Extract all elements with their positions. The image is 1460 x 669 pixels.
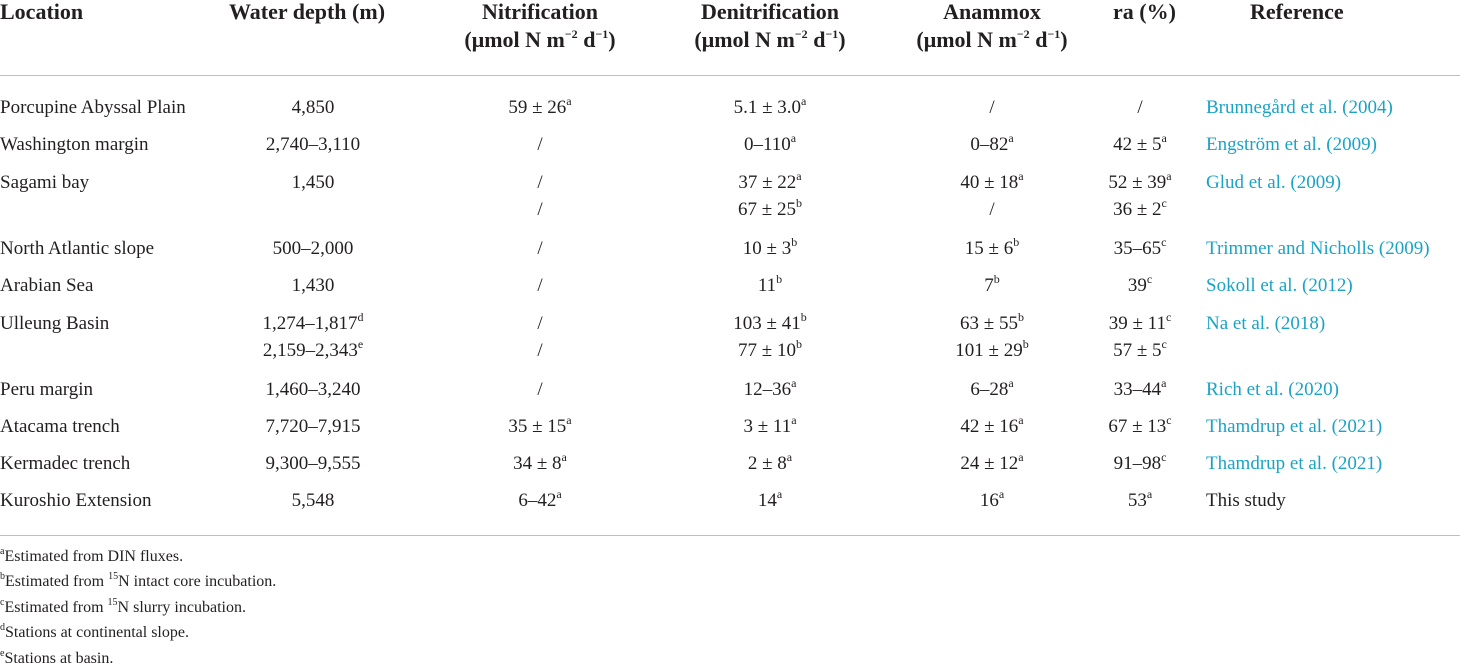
cell-location-value: North Atlantic slope [0,238,155,259]
footnote-mark: c [1146,271,1153,286]
cell-location [0,379,230,401]
unit-d: d [577,27,596,52]
cell-nitrification-value: / [537,379,543,400]
footnote-mark: a [786,449,793,464]
cell-nitrification-value: / [537,340,543,361]
footnote-mark: b [776,271,783,286]
footnote-mark: a [1008,130,1014,145]
cell-anammox-value: 15 ± 6 [964,238,1014,259]
reference-link[interactable]: Brunnegård et al. (2004) [1206,97,1393,118]
cell-anammox [882,199,1102,221]
cell-denitrification-value: 77 ± 10 [738,340,796,361]
cell-denitrification [660,234,880,260]
cell-anammox-value: / [989,199,995,220]
cell-location [0,134,230,156]
reference-link[interactable]: Rich et al. (2020) [1206,379,1339,400]
cell-denitrification-value: 3 ± 11 [743,416,792,437]
footer-divider [0,535,1460,536]
cell-anammox [882,486,1102,512]
unit-open: (μmol N m [694,27,795,52]
unit-exp-d: −1 [825,26,839,41]
cell-ra [1085,486,1195,512]
cell-anammox-value: 63 ± 55 [960,313,1018,334]
footnote [0,547,183,567]
cell-nitrification [430,340,650,362]
reference-link[interactable]: Thamdrup et al. (2021) [1206,453,1383,474]
cell-nitrification-value: 59 ± 26 [508,97,567,118]
cell-location [0,416,230,438]
cell-location-value: Porcupine Abyssal Plain [0,97,186,118]
footnote-mark: e [0,647,5,659]
cell-denitrification-value: 12–36 [743,379,792,400]
cell-location [0,313,230,335]
cell-location [0,238,230,260]
cell-ra [1085,271,1195,297]
cell-water-depth [198,336,428,362]
header-anammox [882,0,1102,54]
header-location: Location [0,0,84,24]
cell-ra-value: 33–44 [1113,379,1162,400]
footnote-mark: d [357,309,364,324]
footnote-mark: a [1018,168,1024,183]
footnote-mark: a [556,486,562,501]
header-anammox-unit [882,26,1102,54]
cell-water-depth [198,97,428,119]
cell-location-value: Washington margin [0,134,149,155]
footnote-text: Estimated from DIN fluxes. [4,548,184,565]
cell-denitrification [660,195,880,221]
footnote-mark: a [1161,130,1167,145]
footnote-mark: b [0,570,5,582]
footnote-mark: a [796,168,802,183]
unit-exp-m: −2 [564,26,578,41]
cell-nitrification-value: / [537,275,543,296]
cell-water-depth [198,453,428,475]
footnote-text-cont: N intact core incubation. [118,573,277,590]
footnote-mark: a [566,412,572,427]
cell-denitrification-value: 67 ± 25 [738,199,796,220]
cell-anammox [882,375,1102,401]
cell-denitrification [660,271,880,297]
cell-nitrification [430,172,650,194]
cell-denitrification [660,486,880,512]
cell-ra-value: 36 ± 2 [1113,199,1162,220]
header-divider [0,75,1460,76]
cell-water-depth-value: 4,850 [291,97,335,118]
cell-denitrification [660,449,880,475]
cell-denitrification [660,412,880,438]
cell-ra-value: 53 [1127,490,1147,511]
footnote-mark: b [1017,309,1024,324]
footnote-text: Estimated from [5,573,109,590]
cell-nitrification [430,238,650,260]
cell-anammox [882,234,1102,260]
unit-close: ) [838,27,846,52]
cell-nitrification-value: / [537,172,543,193]
cell-denitrification [660,93,880,119]
cell-location-value: Sagami bay [0,172,90,193]
reference-link[interactable]: Engström et al. (2009) [1206,134,1377,155]
cell-water-depth-value: 1,430 [291,275,335,296]
header-denitrification-unit [660,26,880,54]
cell-ra [1085,375,1195,401]
cell-ra [1085,336,1195,362]
cell-denitrification-value: 5.1 ± 3.0 [733,97,802,118]
footnote-mark: b [1022,336,1029,351]
footnote-mark: b [795,336,802,351]
cell-water-depth-value: 1,274–1,817 [262,313,358,334]
cell-nitrification-value: / [537,313,543,334]
cell-nitrification-value: 35 ± 15 [508,416,567,437]
unit-exp-d: −1 [595,26,609,41]
unit-d: d [1029,27,1048,52]
cell-nitrification [430,379,650,401]
cell-nitrification [430,199,650,221]
cell-location [0,172,230,194]
footnote [0,649,113,669]
unit-d: d [807,27,826,52]
cell-water-depth-value: 500–2,000 [272,238,354,259]
cell-nitrification [430,134,650,156]
unit-exp-d: −1 [1047,26,1061,41]
reference-text: This study [1206,490,1286,511]
reference-link[interactable]: Trimmer and Nicholls (2009) [1206,238,1430,259]
footnote-mark: a [776,486,783,501]
cell-water-depth [198,275,428,297]
reference-link[interactable]: Na et al. (2018) [1206,313,1326,334]
cell-location [0,453,230,475]
cell-nitrification [430,412,650,438]
cell-anammox [882,130,1102,156]
cell-anammox [882,168,1102,194]
cell-water-depth-value: 2,159–2,343 [262,340,358,361]
unit-exp-m: −2 [794,26,808,41]
cell-anammox [882,336,1102,362]
cell-denitrification [660,168,880,194]
cell-location-value: Peru margin [0,379,94,400]
cell-water-depth [198,238,428,260]
cell-nitrification-value: 6–42 [518,490,557,511]
isotope-mark: 15 [107,596,118,608]
header-water-depth: Water depth (m) [229,0,386,24]
cell-ra [1085,97,1195,119]
cell-ra-value: 52 ± 39 [1108,172,1167,193]
cell-nitrification [430,275,650,297]
footnote-mark: b [1013,234,1020,249]
cell-water-depth-value: 2,740–3,110 [265,134,361,155]
cell-nitrification-value: / [537,238,543,259]
cell-ra [1085,168,1195,194]
cell-location-value: Atacama trench [0,416,120,437]
footnote-mark: a [1146,486,1153,501]
footnote-mark: a [566,93,572,108]
header-nitrification-unit [430,26,650,54]
cell-ra-value: 42 ± 5 [1113,134,1162,155]
footnote-mark: a [1008,375,1014,390]
cell-ra-value: 67 ± 13 [1108,416,1167,437]
footnote-mark: c [1161,336,1167,351]
cell-anammox-value: 7 [984,275,994,296]
cell-anammox [882,449,1102,475]
footnote-mark: a [998,486,1005,501]
footnote-mark: c [1166,412,1172,427]
isotope-mark: 15 [108,570,119,582]
footnote-text: Estimated from [4,599,108,616]
reference-link[interactable]: Glud et al. (2009) [1206,172,1342,193]
cell-denitrification-value: 11 [757,275,777,296]
cell-denitrification-value: 0–110 [743,134,791,155]
reference-link[interactable]: Thamdrup et al. (2021) [1206,416,1383,437]
cell-ra [1085,309,1195,335]
footnote-mark: d [0,621,5,633]
header-nitrification [430,0,650,54]
cell-anammox-value: / [989,97,995,118]
cell-denitrification [660,336,880,362]
footnote-mark: a [801,93,807,108]
footnote-mark: a [1166,168,1172,183]
cell-ra-value: 91–98 [1113,453,1162,474]
cell-ra-value: 57 ± 5 [1113,340,1162,361]
cell-nitrification [430,486,650,512]
cell-water-depth [198,416,428,438]
cell-anammox-value: 101 ± 29 [955,340,1023,361]
cell-water-depth-value: 1,450 [291,172,335,193]
cell-location-value: Kermadec trench [0,453,131,474]
cell-denitrification-value: 10 ± 3 [742,238,792,259]
footnote-mark: c [1165,309,1172,324]
footnote-mark: a [0,545,5,557]
header-denitrification [660,0,880,54]
footnote [0,623,189,643]
cell-anammox [882,271,1102,297]
cell-ra-value: 39 ± 11 [1108,313,1166,334]
footnote-mark: a [1018,449,1024,464]
unit-close: ) [608,27,616,52]
cell-anammox-value: 24 ± 12 [960,453,1019,474]
cell-nitrification-value: / [537,199,543,220]
cell-ra-value: 39 [1127,275,1147,296]
cell-water-depth-value: 7,720–7,915 [265,416,361,437]
cell-ra [1085,234,1195,260]
cell-anammox-value: 0–82 [970,134,1009,155]
footnote-mark: a [790,130,797,145]
footnote-mark: c [0,596,5,608]
cell-anammox [882,97,1102,119]
header-reference: Reference [1250,0,1344,24]
cell-location [0,275,230,297]
cell-denitrification [660,375,880,401]
cell-anammox [882,412,1102,438]
cell-nitrification [430,93,650,119]
cell-water-depth-value: 9,300–9,555 [265,453,361,474]
cell-location-value: Arabian Sea [0,275,94,296]
footnote-mark: a [1018,412,1024,427]
cell-nitrification-value: 34 ± 8 [513,453,562,474]
header-ra: ra (%) [1113,0,1176,24]
cell-ra [1085,130,1195,156]
cell-anammox-value: 42 ± 16 [960,416,1019,437]
footnote-mark: c [1161,449,1167,464]
header-denitrification-title: Denitrification [700,0,840,24]
footnote [0,572,276,592]
unit-open: (μmol N m [464,27,565,52]
cell-anammox [882,309,1102,335]
cell-water-depth-value: 1,460–3,240 [265,379,361,400]
footnote-text: Stations at basin. [4,650,114,667]
cell-water-depth [198,134,428,156]
footnote-text: Stations at continental slope. [5,624,189,641]
cell-anammox-value: 40 ± 18 [960,172,1019,193]
cell-water-depth-value: 5,548 [291,490,335,511]
cell-location-value: Ulleung Basin [0,313,110,334]
cell-location [0,97,230,119]
cell-water-depth [198,490,428,512]
footnote-mark: a [791,412,797,427]
cell-denitrification-value: 2 ± 8 [747,453,787,474]
cell-location-value: Kuroshio Extension [0,490,152,511]
cell-anammox-value: 6–28 [970,379,1009,400]
header-nitrification-title: Nitrification [481,0,599,24]
footnote-mark: e [357,336,364,351]
cell-nitrification [430,313,650,335]
cell-nitrification-value: / [537,134,543,155]
cell-water-depth [198,172,428,194]
header-anammox-title: Anammox [943,0,1041,24]
cell-denitrification [660,130,880,156]
cell-ra [1085,412,1195,438]
cell-nitrification [430,449,650,475]
unit-exp-m: −2 [1016,26,1030,41]
footnote-mark: a [1161,375,1167,390]
cell-denitrification-value: 37 ± 22 [738,172,797,193]
unit-close: ) [1060,27,1068,52]
reference-link[interactable]: Sokoll et al. (2012) [1206,275,1353,296]
cell-anammox-value: 16 [979,490,999,511]
footnote [0,598,246,618]
footnote-text-cont: N slurry incubation. [117,599,246,616]
cell-denitrification-value: 103 ± 41 [733,313,801,334]
footnote-mark: b [791,234,798,249]
footnote-mark: a [791,375,797,390]
footnote-mark: c [1161,195,1167,210]
cell-denitrification-value: 14 [757,490,777,511]
cell-ra-value: 35–65 [1113,238,1162,259]
cell-denitrification [660,309,880,335]
cell-water-depth [198,379,428,401]
cell-water-depth [198,309,428,335]
unit-open: (μmol N m [916,27,1017,52]
cell-ra-value: / [1137,97,1143,118]
footnote-mark: c [1161,234,1167,249]
footnote-mark: b [993,271,1000,286]
footnote-mark: b [800,309,807,324]
footnote-mark: b [795,195,802,210]
cell-location [0,490,230,512]
footnote-mark: a [561,449,567,464]
cell-ra [1085,449,1195,475]
cell-ra [1085,195,1195,221]
